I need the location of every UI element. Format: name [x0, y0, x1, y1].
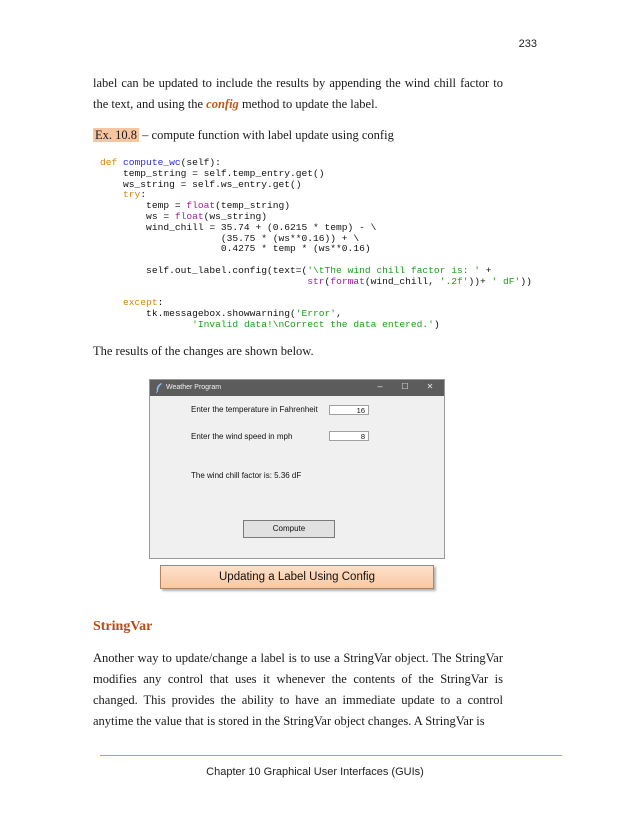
code-builtin: float [174, 210, 204, 222]
code-builtin: str [307, 275, 325, 287]
code-listing: def compute_wc(self): temp_string = self.temp_entry.get() ws_string = self.ws_entry.get() try: temp = float(temp_string) ws = float(ws_string) wind_chill = 35.74 + (0.6215 * temp) - \ (35.75 * (ws**0.16)) + \ 0.4275 * temp * (ws**0.16) self.out_label.config(text=('\tThe wind chill factor is: ' + str(format(wind_chill, '.2f'))+ ' dF')) except: tk.messagebox.showwarning('Error', 'Invalid data!\nCorrect the data entered.') [100, 157, 532, 330]
figure-caption: Updating a Label Using Config [160, 565, 434, 589]
code-keyword: def [100, 157, 124, 168]
close-button[interactable]: ✕ [426, 382, 434, 391]
intro-paragraph [93, 73, 503, 115]
code-function-name: compute_wc [123, 157, 181, 168]
code-text [100, 319, 192, 330]
weather-program-window [149, 379, 445, 559]
results-text: The results of the changes are shown below. [93, 344, 314, 358]
window-titlebar[interactable] [150, 380, 444, 396]
intro-text-before: label can be updated to include the results by appending the wind chill factor to the text, and using the [93, 76, 503, 111]
code-text: (wind_chill, [364, 275, 440, 287]
example-heading [93, 128, 394, 143]
minimize-button[interactable]: – [377, 381, 383, 391]
code-text: , [336, 308, 342, 320]
example-tag: Ex. 10.8 [95, 128, 138, 142]
code-string: 'Invalid data!\nCorrect the data entered.' [192, 318, 434, 330]
code-text: ))+ [468, 275, 492, 287]
code-text [100, 276, 307, 287]
feather-icon [155, 383, 163, 393]
code-text: + [479, 264, 492, 276]
window-title: Weather Program [166, 384, 222, 391]
code-text: ws = [100, 210, 175, 222]
code-text: tk.messagebox.showwarning( [100, 308, 296, 320]
code-text: (temp_string) [215, 200, 290, 212]
footer-text: Chapter 10 Graphical User Interfaces (GUIs) [206, 766, 424, 778]
wind-speed-label: Enter the wind speed in mph [191, 432, 293, 441]
stringvar-paragraph: Another way to update/change a label is to use a StringVar object. The StringVar modifies any control that uses it whenever the contents of the StringVar is changed. This provides the ability to have an immediate update to a control anytime the value that is stored in the StringVar object changes. A StringVar is [93, 651, 503, 728]
code-keyword: try [123, 189, 141, 201]
compute-button[interactable]: Compute [243, 520, 335, 538]
code-keyword: except [123, 297, 158, 309]
temperature-label: Enter the temperature in Fahrenheit [191, 405, 318, 414]
code-line: 0.4275 * temp * (ws**0.16) [100, 243, 371, 255]
code-string: ' dF' [491, 275, 521, 287]
example-title: – compute function with label update using config [139, 128, 394, 142]
wind-chill-result-label: The wind chill factor is: 5.36 dF [191, 471, 302, 480]
code-string: '\tThe wind chill factor is: ' [307, 264, 480, 276]
code-builtin: format [330, 275, 365, 287]
code-text: self.out_label.config(text=( [100, 264, 308, 276]
config-keyword: config [206, 97, 239, 111]
code-text: )) [520, 275, 532, 287]
code-string: 'Error' [295, 308, 337, 320]
maximize-button[interactable]: ☐ [401, 382, 409, 391]
wind-speed-input[interactable]: 8 [329, 431, 369, 441]
code-line: temp_string = self.temp_entry.get() [100, 167, 325, 179]
code-string: '.2f' [439, 275, 469, 287]
section-heading: StringVar [93, 619, 153, 634]
code-line: ws_string = self.ws_entry.get() [100, 178, 302, 190]
code-line: (35.75 * (ws**0.16)) + \ [100, 232, 360, 244]
temperature-input[interactable]: 16 [329, 405, 369, 415]
code-text: (self): [180, 157, 221, 168]
code-text: ( [324, 275, 331, 287]
code-line: wind_chill = 35.74 + (0.6215 * temp) - \ [100, 221, 377, 233]
code-text: temp = [100, 200, 187, 212]
code-builtin: float [186, 200, 216, 212]
code-text: ) [433, 318, 440, 330]
code-text: (ws_string) [203, 210, 267, 222]
footer-rule [100, 755, 562, 756]
intro-text-after: method to update the label. [238, 97, 378, 111]
page-number: 233 [518, 38, 537, 50]
